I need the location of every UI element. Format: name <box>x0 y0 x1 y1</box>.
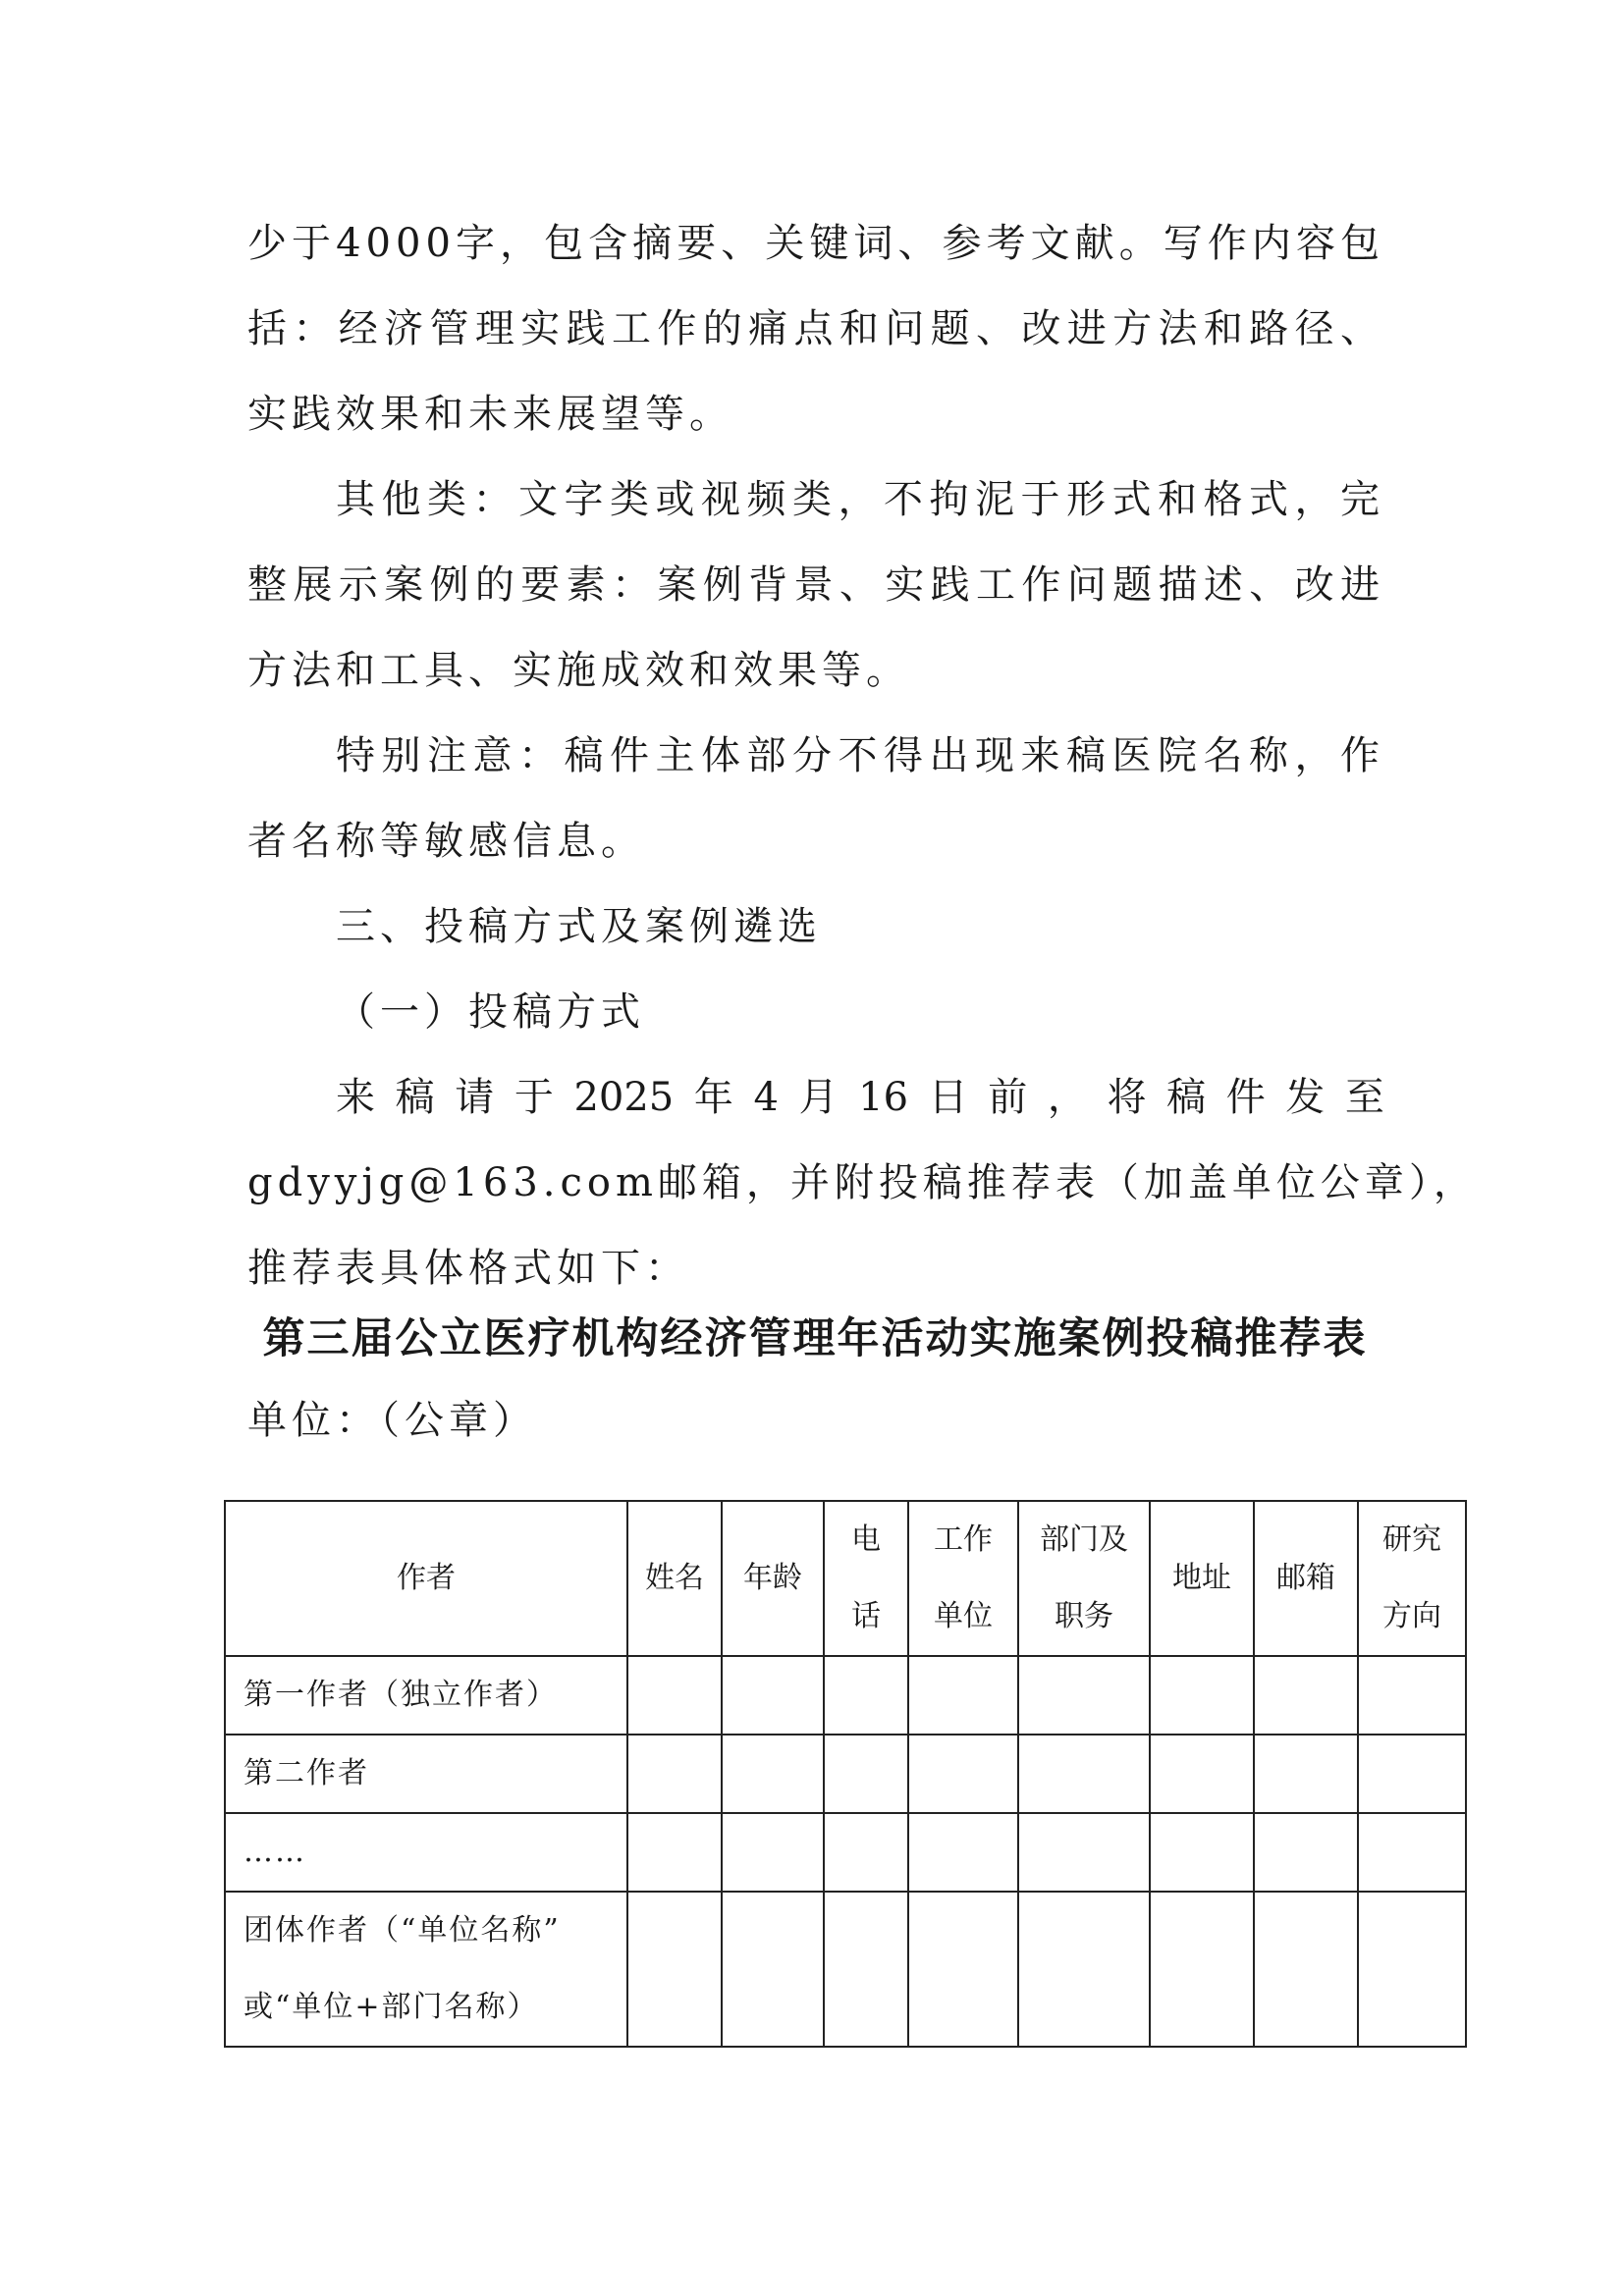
text-token: 于 <box>514 1075 554 1120</box>
paragraph-deadline-line1 <box>336 1055 1384 1141</box>
paragraph-deadline-line2: gdyyjg@163.com邮箱，并附投稿推荐表（加盖单位公章）， <box>247 1160 1478 1205</box>
paragraph-word-count: 少于4000字，包含摘要、关键词、参考文献。写作内容包括：经济管理实践工作的痛点和问题、改进方法和路径、实践效果和未来展望等。 <box>247 221 1384 437</box>
text-token: 年 <box>693 1075 733 1120</box>
paragraph-special-note: 特别注意：稿件主体部分不得出现来稿医院名称，作者名称等敏感信息。 <box>247 733 1384 864</box>
text-token: ， <box>1047 1075 1087 1120</box>
text-token: 4 <box>753 1075 779 1120</box>
text-token: 至 <box>1344 1075 1384 1120</box>
text-token: 请 <box>455 1075 495 1120</box>
header-address: 地址 <box>1150 1501 1254 1656</box>
header-research-direction: 研究 方向 <box>1358 1501 1466 1656</box>
header-email: 邮箱 <box>1254 1501 1358 1656</box>
text-token: 稿 <box>1166 1075 1207 1120</box>
row-label-second-author: 第二作者 <box>225 1735 627 1813</box>
row-label-ellipsis: …… <box>225 1813 627 1892</box>
section-heading-submission: 三、投稿方式及案例遴选 <box>336 904 822 949</box>
text-token: 来 <box>336 1075 375 1120</box>
header-name: 姓名 <box>627 1501 722 1656</box>
header-age: 年龄 <box>722 1501 824 1656</box>
text-token: 稿 <box>395 1075 435 1120</box>
table-header-row <box>225 1501 1466 1656</box>
subsection-heading-method: （一）投稿方式 <box>336 989 645 1035</box>
header-author: 作者 <box>225 1501 627 1656</box>
paragraph-deadline-line3: 推荐表具体格式如下： <box>247 1246 689 1291</box>
row-label-first-author: 第一作者（独立作者） <box>225 1656 627 1735</box>
header-workplace: 工作 单位 <box>908 1501 1018 1656</box>
table-row <box>225 1813 1466 1892</box>
form-title: 第三届公立医疗机构经济管理年活动实施案例投稿推荐表 <box>262 1314 1368 1363</box>
table-row <box>225 1656 1466 1735</box>
row-label-group-author: 团体作者（“单位名称” 或“单位+部门名称） <box>225 1892 627 2047</box>
header-phone: 电 话 <box>824 1501 908 1656</box>
text-token: 将 <box>1107 1075 1147 1120</box>
table-row <box>225 1735 1466 1813</box>
text-token: 件 <box>1225 1075 1266 1120</box>
text-token: 前 <box>988 1075 1028 1120</box>
recommendation-form-table <box>224 1500 1467 2048</box>
text-token: 2025 <box>573 1075 675 1120</box>
text-token: 月 <box>798 1075 839 1120</box>
table-row <box>225 1892 1466 2047</box>
text-token: 日 <box>928 1075 968 1120</box>
paragraph-other-category: 其他类：文字类或视频类，不拘泥于形式和格式，完整展示案例的要素：案例背景、实践工作问题描述、改进方法和工具、实施成效和效果等。 <box>247 477 1384 693</box>
header-department-position: 部门及 职务 <box>1018 1501 1150 1656</box>
text-token: 16 <box>858 1075 909 1120</box>
unit-seal-label: 单位：（公章） <box>247 1398 537 1443</box>
text-token: 发 <box>1285 1075 1326 1120</box>
